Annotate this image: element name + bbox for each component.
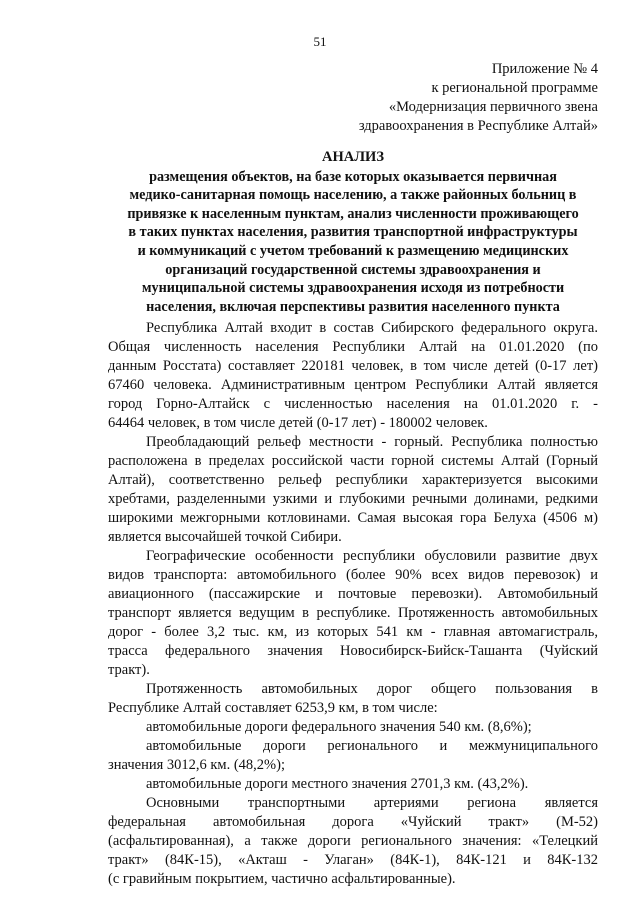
title-line: и коммуникаций с учетом требований к размещению медицинских <box>137 242 569 259</box>
title-line: медико-санитарная помощь населению, а также районных больниц в <box>129 187 577 204</box>
title-line: муниципальной системы здравоохранения исходя из потребности <box>141 280 565 297</box>
body-line: видов транспорта: автомобильного (более 90% всех видов перевозок) и <box>108 567 598 583</box>
body-line: широкими межгорными котловинами. Самая высокая гора Белуха (4506 м) <box>108 510 598 526</box>
title-line: привязке к населенным пунктам, анализ численности проживающего <box>127 205 579 222</box>
body-line: дорог - более 3,2 тыс. км, из которых 541 км - главная автомагистраль, <box>108 624 598 640</box>
appendix-line: к региональной программе <box>431 80 598 96</box>
body-line: Географические особенности республики обусловили развитие двух <box>146 548 598 564</box>
title-line: организаций государственной системы здравоохранения и <box>165 261 541 278</box>
body-line: расположена в пределах российской части горной системы Алтай (Горный <box>108 453 598 469</box>
body-line: автомобильные дороги федерального значения 540 км. (8,6%); <box>146 719 532 735</box>
title-line: в таких пунктах населения, развития транспортной инфраструктуры <box>128 224 578 241</box>
document-title <box>108 148 598 316</box>
body-line: хребтами, разделенными узкими и глубокими речными долинами, редкими <box>108 491 598 507</box>
body-line: тракт» (84К-15), «Акташ - Улаган» (84К-1), 84К-121 и 84К-132 <box>108 852 598 868</box>
body-line: (с гравийным покрытием, частично асфальтированные). <box>108 871 456 887</box>
body-text <box>108 319 598 889</box>
body-line: 67460 человека. Административным центром Республики Алтай является <box>108 377 598 393</box>
body-line: Преобладающий рельеф местности - горный. Республика полностью <box>146 434 598 450</box>
body-line: Основными транспортными артериями региона является <box>146 795 598 811</box>
body-line: значения 3012,6 км. (48,2%); <box>108 757 285 773</box>
body-line: автомобильные дороги местного значения 2701,3 км. (43,2%). <box>146 776 529 792</box>
body-line: Протяженность автомобильных дорог общего пользования в <box>146 681 598 697</box>
page-number: 51 <box>313 34 327 49</box>
appendix-line: Приложение № 4 <box>491 61 598 77</box>
body-line: федеральная автомобильная дорога «Чуйский тракт» (М-52) <box>108 814 598 830</box>
body-line: Республике Алтай составляет 6253,9 км, в том числе: <box>108 700 438 716</box>
body-line: транспорт является ведущим в республике. Протяженность автомобильных <box>108 605 598 621</box>
body-line: Республика Алтай входит в состав Сибирского федерального округа. <box>146 320 598 336</box>
body-line: 64464 человек, в том числе детей (0-17 лет) - 180002 человек. <box>108 415 488 431</box>
body-line: трасса федерального значения Новосибирск-Бийск-Ташанта (Чуйский <box>108 643 598 659</box>
title-line: размещения объектов, на базе которых оказывается первичная <box>149 168 557 185</box>
body-line: автомобильные дороги регионального и межмуниципального <box>146 738 598 754</box>
body-line: город Горно-Алтайск с численностью населения на 01.01.2020 г. - <box>108 396 598 412</box>
appendix-line: «Модернизация первичного звена <box>388 99 598 115</box>
title-line: населения, включая перспективы развития населенного пункта <box>146 298 560 315</box>
body-line: (асфальтированная), а также дороги регионального значения: «Телецкий <box>108 833 598 849</box>
body-line: Общая численность населения Республики Алтай на 01.01.2020 (по <box>108 339 598 355</box>
body-line: Алтай), соответственно рельеф республики характеризуется высокими <box>108 472 598 488</box>
title-heading: АНАЛИЗ <box>322 149 384 165</box>
appendix-note <box>298 60 598 136</box>
body-line: тракт). <box>108 662 150 678</box>
body-line: авиационного (пассажирские и почтовые перевозки). Автомобильный <box>108 586 598 602</box>
body-line: является высочайшей точкой Сибири. <box>108 529 342 545</box>
appendix-line: здравоохранения в Республике Алтай» <box>358 118 598 134</box>
body-line: данным Росстата) составляет 220181 человек, в том числе детей (0-17 лет) <box>108 358 598 374</box>
